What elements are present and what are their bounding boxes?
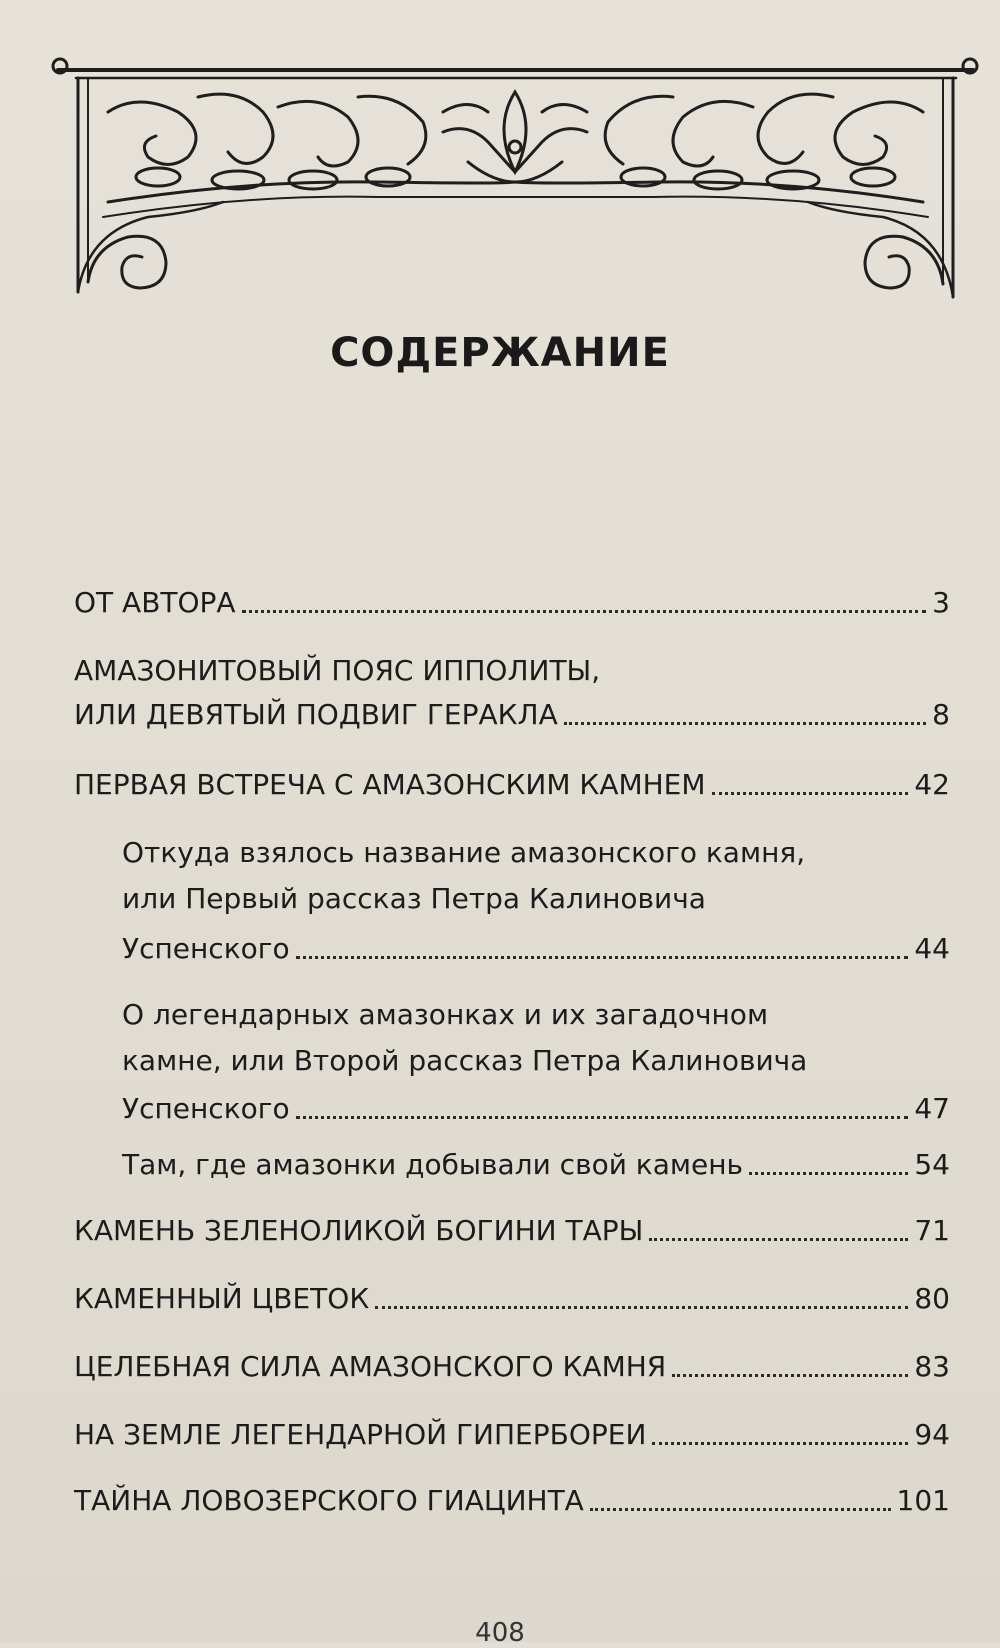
dot-leader (564, 721, 926, 725)
toc-entry-title: Успенского (122, 1092, 290, 1125)
dot-leader (296, 955, 909, 959)
toc-entry (74, 1344, 950, 1384)
dot-leader (375, 1305, 908, 1309)
toc-entry-title: КАМЕННЫЙ ЦВЕТОК (74, 1282, 370, 1315)
toc-entry-title: Откуда взялось название амазонского камня, (122, 836, 806, 869)
toc-entry-title: или Первый рассказ Петра Калиновича (122, 882, 706, 915)
dot-leader (712, 791, 909, 795)
toc-subentry (122, 1038, 807, 1078)
dot-leader (649, 1237, 908, 1241)
toc-entry (74, 1276, 950, 1316)
toc-entry-page: 80 (914, 1282, 950, 1315)
toc-entry-title: АМАЗОНИТОВЫЙ ПОЯС ИППОЛИТЫ, (74, 654, 601, 687)
page-number: 408 (475, 1618, 525, 1648)
toc-entry-title: НА ЗЕМЛЕ ЛЕГЕНДАРНОЙ ГИПЕРБОРЕИ (74, 1418, 647, 1451)
toc-entry-page: 94 (914, 1418, 950, 1451)
toc-entry (74, 762, 950, 802)
toc-entry (74, 648, 600, 688)
toc-entry-title: КАМЕНЬ ЗЕЛЕНОЛИКОЙ БОГИНИ ТАРЫ (74, 1214, 644, 1247)
toc-entry (74, 1412, 950, 1452)
toc-subentry (122, 992, 768, 1032)
page-title: СОДЕРЖАНИЕ (330, 330, 670, 376)
toc-entry-title: О легендарных амазонках и их загадочном (122, 998, 769, 1031)
toc-entry-title: ТАЙНА ЛОВОЗЕРСКОГО ГИАЦИНТА (74, 1484, 584, 1517)
toc-entry-page: 83 (914, 1350, 950, 1383)
toc-entry-page: 71 (914, 1214, 950, 1247)
toc-subentry (122, 876, 706, 916)
toc-entry-page: 47 (914, 1092, 950, 1125)
toc-entry-page: 54 (914, 1148, 950, 1181)
toc-entry-title: Там, где амазонки добывали свой камень (122, 1148, 744, 1181)
toc-entry-title: ОТ АВТОРА (74, 586, 236, 619)
dot-leader (672, 1373, 908, 1377)
dot-leader (749, 1171, 908, 1175)
toc-entry (74, 580, 950, 620)
toc-entry (74, 692, 950, 732)
toc-entry-page: 8 (932, 698, 950, 731)
toc-entry-title: Успенского (122, 932, 290, 965)
toc-entry-page: 44 (914, 932, 950, 965)
toc-entry-title: камне, или Второй рассказ Петра Калиновича (122, 1044, 808, 1077)
dot-leader (242, 609, 927, 613)
decorative-header-ornament (48, 52, 983, 322)
toc-subentry (122, 1086, 950, 1126)
dot-leader (652, 1441, 908, 1445)
toc-entry-page: 42 (914, 768, 950, 801)
dot-leader (296, 1115, 909, 1119)
toc-subentry (122, 1142, 950, 1182)
toc-entry-title: ПЕРВАЯ ВСТРЕЧА С АМАЗОНСКИМ КАМНЕМ (74, 768, 706, 801)
toc-entry-title: ЦЕЛЕБНАЯ СИЛА АМАЗОНСКОГО КАМНЯ (74, 1350, 667, 1383)
toc-entry-page: 101 (896, 1484, 950, 1517)
toc-entry-title: ИЛИ ДЕВЯТЫЙ ПОДВИГ ГЕРАКЛА (74, 698, 558, 731)
dot-leader (590, 1507, 891, 1511)
toc-subentry (122, 830, 805, 870)
toc-entry-page: 3 (932, 586, 950, 619)
toc-subentry (122, 926, 950, 966)
toc-entry (74, 1208, 950, 1248)
toc-entry (74, 1478, 950, 1518)
